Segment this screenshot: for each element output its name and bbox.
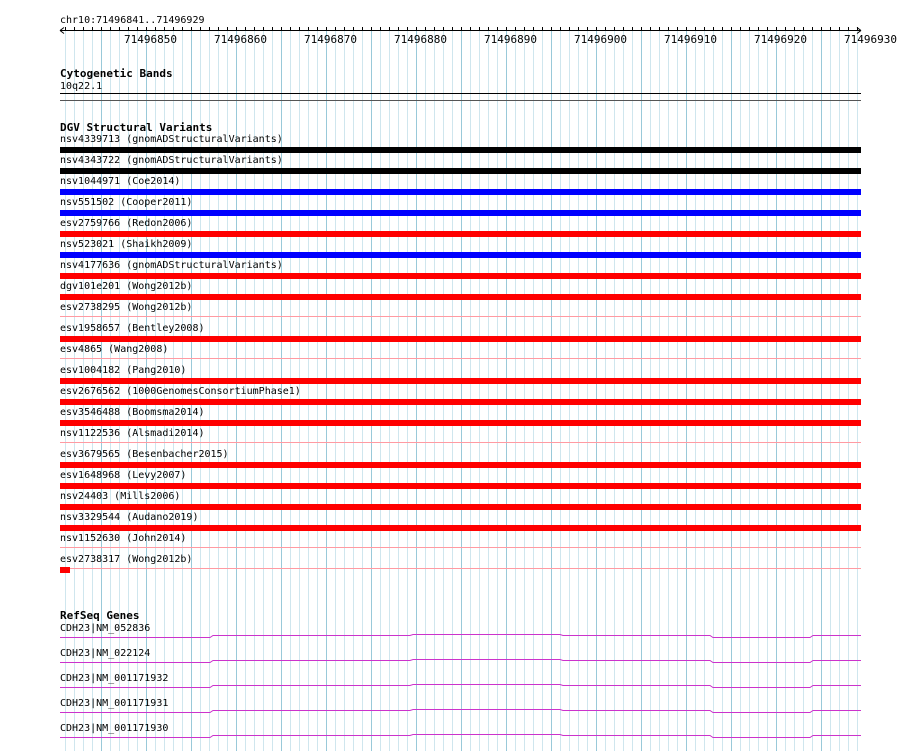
dgv-variant-bar[interactable] <box>60 399 861 405</box>
dgv-variant-bar[interactable] <box>60 273 861 279</box>
refseq-gene-model[interactable] <box>60 731 863 741</box>
ruler-tick-label: 71496870 <box>304 33 357 46</box>
dgv-variant-label[interactable]: esv2676562 (1000GenomesConsortiumPhase1) <box>60 386 301 397</box>
ruler-tick-label: 71496910 <box>664 33 717 46</box>
dgv-variant-bar[interactable] <box>60 525 861 531</box>
cytobands-track-title[interactable]: Cytogenetic Bands <box>60 67 173 80</box>
ruler-tick-label: 71496920 <box>754 33 807 46</box>
refseq-gene-model[interactable] <box>60 631 863 641</box>
dgv-variant-bar[interactable] <box>60 147 861 153</box>
dgv-variant-label[interactable]: esv4865 (Wang2008) <box>60 344 169 355</box>
dgv-variant-label[interactable]: esv2759766 (Redon2006) <box>60 218 193 229</box>
refseq-gene-label[interactable]: CDH23|NM_001171930 <box>60 723 169 734</box>
dgv-variant-bar[interactable] <box>60 294 861 300</box>
cytoband-bar[interactable] <box>60 93 861 94</box>
dgv-variant-line <box>60 442 861 443</box>
dgv-variant-line <box>60 358 861 359</box>
dgv-variant-label[interactable]: esv1004182 (Pang2010) <box>60 365 187 376</box>
dgv-variant-label[interactable]: nsv523021 (Shaikh2009) <box>60 239 193 250</box>
dgv-variant-bar[interactable] <box>60 378 861 384</box>
dgv-variant-bar[interactable] <box>60 567 70 573</box>
dgv-variant-line <box>60 316 861 317</box>
dgv-variant-label[interactable]: nsv1122536 (Alsmadi2014) <box>60 428 205 439</box>
refseq-gene-model[interactable] <box>60 681 863 691</box>
dgv-variant-bar[interactable] <box>60 252 861 258</box>
refseq-gene-line <box>60 635 861 638</box>
refseq-gene-label[interactable]: CDH23|NM_052836 <box>60 623 151 634</box>
ruler-tick-label: 71496890 <box>484 33 537 46</box>
location-label: chr10:71496841..71496929 <box>60 15 205 26</box>
refseq-gene-line <box>60 710 861 713</box>
dgv-variant-bar[interactable] <box>60 168 861 174</box>
refseq-gene-line <box>60 685 861 688</box>
refseq-gene-line <box>60 735 861 738</box>
refseq-gene-label[interactable]: CDH23|NM_001171932 <box>60 673 169 684</box>
dgv-variant-bar[interactable] <box>60 336 861 342</box>
dgv-variant-label[interactable]: nsv1152630 (John2014) <box>60 533 187 544</box>
dgv-variant-bar[interactable] <box>60 483 861 489</box>
dgv-variant-label[interactable]: nsv3329544 (Audano2019) <box>60 512 199 523</box>
dgv-variant-line <box>60 547 861 548</box>
dgv-variant-label[interactable]: esv1958657 (Bentley2008) <box>60 323 205 334</box>
dgv-variant-label[interactable]: esv2738295 (Wong2012b) <box>60 302 193 313</box>
track-divider <box>60 100 861 101</box>
dgv-variant-bar[interactable] <box>60 231 861 237</box>
ruler-tick-label: 71496880 <box>394 33 447 46</box>
refseq-gene-label[interactable]: CDH23|NM_022124 <box>60 648 151 659</box>
dgv-variant-label[interactable]: esv3546488 (Boomsma2014) <box>60 407 205 418</box>
dgv-variant-label[interactable]: nsv4343722 (gnomADStructuralVariants) <box>60 155 283 166</box>
refseq-gene-model[interactable] <box>60 706 863 716</box>
refseq-gene-line <box>60 660 861 663</box>
dgv-variant-label[interactable]: nsv551502 (Cooper2011) <box>60 197 193 208</box>
dgv-variant-bar[interactable] <box>60 504 861 510</box>
dgv-variant-label[interactable]: nsv4177636 (gnomADStructuralVariants) <box>60 260 283 271</box>
refseq-track-title[interactable]: RefSeq Genes <box>60 609 140 622</box>
refseq-gene-label[interactable]: CDH23|NM_001171931 <box>60 698 169 709</box>
refseq-gene-model[interactable] <box>60 656 863 666</box>
cytoband-label[interactable]: 10q22.1 <box>60 81 103 92</box>
dgv-variant-label[interactable]: nsv24403 (Mills2006) <box>60 491 181 502</box>
dgv-variant-bar[interactable] <box>60 462 861 468</box>
ruler-tick-label: 71496850 <box>124 33 177 46</box>
dgv-variant-label[interactable]: nsv4339713 (gnomADStructuralVariants) <box>60 134 283 145</box>
dgv-variant-label[interactable]: esv2738317 (Wong2012b) <box>60 554 193 565</box>
ruler-tick-label: 71496900 <box>574 33 627 46</box>
dgv-variant-line <box>60 568 861 569</box>
dgv-variant-bar[interactable] <box>60 189 861 195</box>
dgv-variant-bar[interactable] <box>60 420 861 426</box>
ruler-tick-label: 71496860 <box>214 33 267 46</box>
dgv-variant-label[interactable]: nsv1044971 (Coe2014) <box>60 176 181 187</box>
dgv-variant-bar[interactable] <box>60 210 861 216</box>
dgv-variant-label[interactable]: esv3679565 (Besenbacher2015) <box>60 449 229 460</box>
dgv-variant-label[interactable]: dgv101e201 (Wong2012b) <box>60 281 193 292</box>
ruler-tick-label: 71496930 <box>844 33 897 46</box>
dgv-track-title[interactable]: DGV Structural Variants <box>60 121 213 134</box>
dgv-variant-label[interactable]: esv1648968 (Levy2007) <box>60 470 187 481</box>
